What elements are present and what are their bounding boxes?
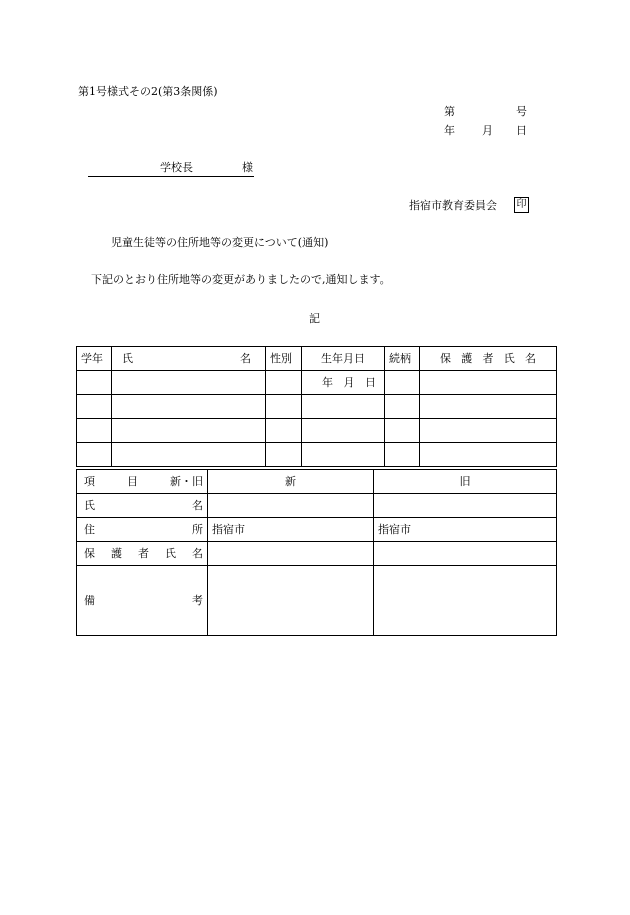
birthdate-header: 生年月日 (302, 347, 385, 371)
old-name-cell[interactable] (374, 494, 557, 518)
guardian-header-char: 護 (461, 351, 473, 365)
notice-subject: 児童生徒等の住所地等の変更について(通知) (111, 236, 329, 249)
birthdate-cell[interactable] (302, 395, 385, 419)
row-label-char: 保 (84, 546, 95, 560)
item-header-char: 項 (84, 474, 95, 488)
grade-cell[interactable] (77, 371, 112, 395)
remarks-row-label (77, 566, 208, 636)
new-name-cell[interactable] (208, 494, 374, 518)
name-row-label (77, 494, 208, 518)
birthdate-cell[interactable] (302, 419, 385, 443)
student-name-cell[interactable] (112, 419, 266, 443)
document-number-suffix: 号 (516, 105, 527, 118)
student-name-header-a: 氏 (122, 351, 133, 365)
sender-name: 指宿市教育委員会 (409, 199, 497, 212)
student-name-cell[interactable] (112, 395, 266, 419)
guardian-header-char: 氏 (503, 351, 515, 365)
item-header-char: 目 (127, 474, 138, 488)
relation-cell[interactable] (385, 419, 420, 443)
seal-mark: 印 (514, 197, 529, 213)
addressee-honorific: 様 (242, 161, 253, 174)
sex-cell[interactable] (266, 443, 302, 467)
ki-heading: 記 (309, 312, 320, 325)
old-guardian-cell[interactable] (374, 542, 557, 566)
guardian-name-cell[interactable] (420, 419, 557, 443)
guardian-name-cell[interactable] (420, 371, 557, 395)
guardian-row-label (77, 542, 208, 566)
row-label-char: 名 (192, 546, 203, 560)
guardian-name-cell[interactable] (420, 395, 557, 419)
sex-header: 性別 (266, 347, 302, 371)
change-row-name (77, 494, 557, 518)
item-newold-header (77, 470, 208, 494)
birth-month-label: 月 (343, 375, 355, 389)
guardian-name-cell[interactable] (420, 443, 557, 467)
new-remarks-cell[interactable] (208, 566, 374, 636)
row-label-char: 所 (192, 522, 203, 536)
birth-day-label: 日 (365, 375, 376, 389)
student-table-row (77, 395, 557, 419)
date-year-label: 年 (444, 124, 455, 137)
sex-cell[interactable] (266, 395, 302, 419)
date-month-label: 月 (482, 124, 493, 137)
row-label-char: 住 (84, 522, 95, 536)
old-column-header: 旧 (374, 470, 557, 494)
relation-cell[interactable] (385, 443, 420, 467)
relation-cell[interactable] (385, 371, 420, 395)
guardian-header-char: 保 (440, 351, 451, 365)
change-row-address (77, 518, 557, 542)
birthdate-cell[interactable] (302, 443, 385, 467)
new-guardian-cell[interactable] (208, 542, 374, 566)
grade-cell[interactable] (77, 443, 112, 467)
student-table (76, 346, 557, 467)
grade-cell[interactable] (77, 395, 112, 419)
row-label-char: 備 (84, 593, 95, 607)
guardian-name-header (420, 347, 557, 371)
document-number-prefix: 第 (444, 105, 455, 118)
address-row-label (77, 518, 208, 542)
grade-header: 学年 (77, 347, 112, 371)
row-label-char: 氏 (165, 546, 176, 560)
new-address-cell[interactable]: 指宿市 (208, 518, 374, 542)
row-label-char: 考 (192, 593, 203, 607)
new-column-header: 新 (208, 470, 374, 494)
change-row-remarks (77, 566, 557, 636)
row-label-char: 護 (111, 546, 122, 560)
birthdate-cell[interactable] (302, 371, 385, 395)
student-table-row (77, 371, 557, 395)
student-table-header-row (77, 347, 557, 371)
grade-cell[interactable] (77, 419, 112, 443)
change-row-guardian (77, 542, 557, 566)
old-remarks-cell[interactable] (374, 566, 557, 636)
student-table-row (77, 443, 557, 467)
sex-cell[interactable] (266, 371, 302, 395)
row-label-char: 者 (138, 546, 149, 560)
old-address-cell[interactable]: 指宿市 (374, 518, 557, 542)
addressee-line (88, 161, 254, 177)
guardian-header-char: 名 (525, 351, 536, 365)
change-table-header-row (77, 470, 557, 494)
guardian-header-char: 者 (482, 351, 494, 365)
notice-body: 下記のとおり住所地等の変更がありましたので,通知します。 (91, 273, 391, 286)
student-name-header-b: 名 (240, 351, 251, 365)
form-number-label: 第1号様式その2(第3条関係) (78, 85, 218, 98)
birth-year-label: 年 (322, 375, 333, 389)
newold-header: 新・旧 (170, 474, 203, 488)
student-name-header (112, 347, 266, 371)
relation-header: 続柄 (385, 347, 420, 371)
relation-cell[interactable] (385, 395, 420, 419)
addressee-school-label: 学校長 (160, 161, 193, 174)
change-table (76, 469, 557, 636)
sex-cell[interactable] (266, 419, 302, 443)
row-label-char: 氏 (84, 498, 95, 512)
row-label-char: 名 (192, 498, 203, 512)
student-table-row (77, 419, 557, 443)
student-name-cell[interactable] (112, 443, 266, 467)
date-day-label: 日 (516, 124, 527, 137)
student-name-cell[interactable] (112, 371, 266, 395)
